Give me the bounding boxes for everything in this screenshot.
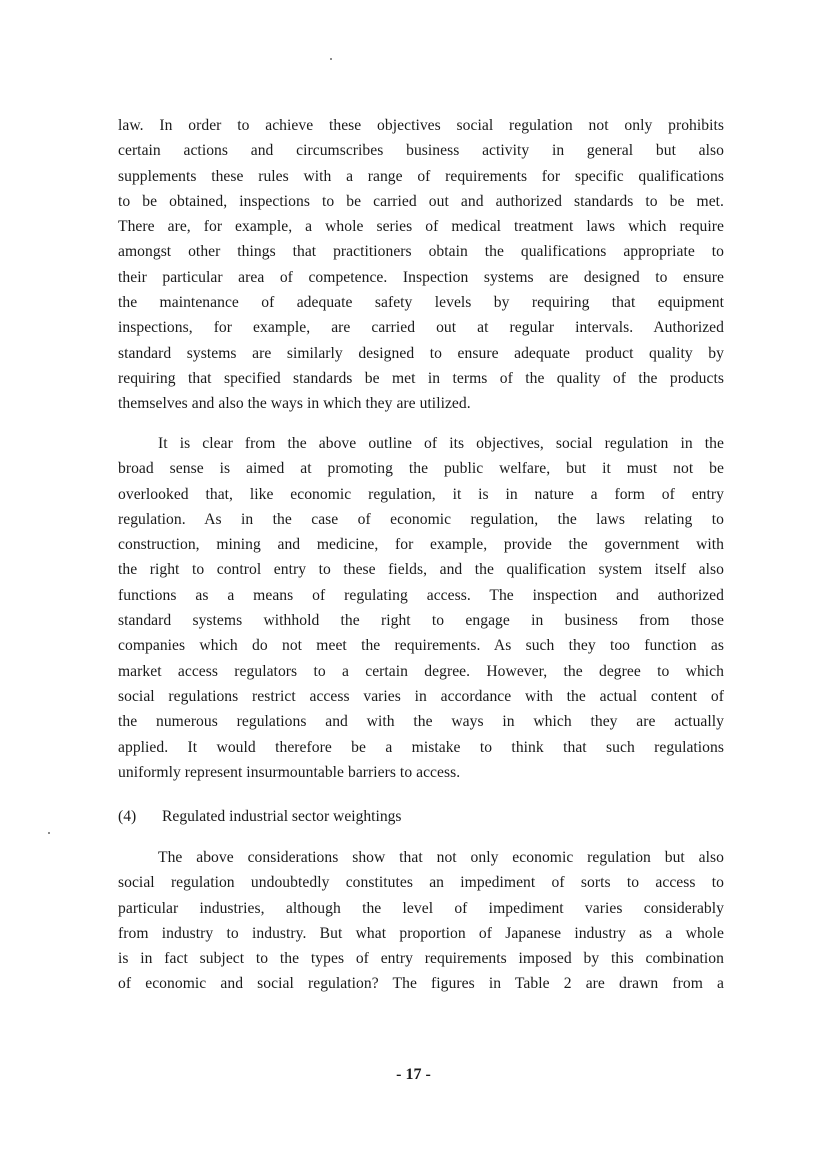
page-number: - 17 - <box>396 1066 431 1083</box>
text-line: requiring that specified standards be met in terms of the quality of the products <box>118 369 724 387</box>
text-line: construction, mining and medicine, for example, provide the government with <box>118 536 724 554</box>
text-line: functions as a means of regulating access. The inspection and authorized <box>118 586 724 604</box>
text-line: inspections, for example, are carried out at regular intervals. Authorized <box>118 319 724 337</box>
paragraph-3 <box>118 845 724 997</box>
section-title: Regulated industrial sector weightings <box>162 808 402 825</box>
text-line: is in fact subject to the types of entry requirements imposed by this combination <box>118 950 724 968</box>
scan-speck <box>48 832 50 834</box>
text-line: their particular area of competence. Inspection systems are designed to ensure <box>118 268 724 286</box>
text-line: regulation. As in the case of economic regulation, the laws relating to <box>118 510 724 528</box>
text-line: broad sense is aimed at promoting the public welfare, but it must not be <box>118 460 724 478</box>
text-line: social regulation undoubtedly constitutes an impediment of sorts to access to <box>118 874 724 892</box>
text-line: particular industries, although the level of impediment varies considerably <box>118 899 724 917</box>
section-number: (4) <box>118 808 137 825</box>
text-line: supplements these rules with a range of requirements for specific qualifications <box>118 167 724 185</box>
text-line: from industry to industry. But what proportion of Japanese industry as a whole <box>118 924 724 942</box>
text-line: market access regulators to a certain degree. However, the degree to which <box>118 662 724 680</box>
text-line: companies which do not meet the requirements. As such they too function as <box>118 637 724 655</box>
scan-speck <box>330 58 332 60</box>
text-line: standard systems withhold the right to engage in business from those <box>118 612 724 630</box>
text-line: amongst other things that practitioners obtain the qualifications appropriate to <box>118 243 724 261</box>
text-line: the maintenance of adequate safety levels by requiring that equipment <box>118 294 724 312</box>
text-line: the right to control entry to these fields, and the qualification system itself also <box>118 561 724 579</box>
text-line: to be obtained, inspections to be carried out and authorized standards to be met. <box>118 192 724 210</box>
text-line: overlooked that, like economic regulation, it is in nature a form of entry <box>118 485 724 503</box>
text-line: social regulations restrict access varies in accordance with the actual content of <box>118 687 724 705</box>
paragraph-1 <box>118 113 724 417</box>
text-line: uniformly represent insurmountable barriers to access. <box>118 763 461 781</box>
text-line: The above considerations show that not only economic regulation but also <box>158 849 724 866</box>
paragraph-2 <box>118 431 724 785</box>
section-heading <box>118 804 402 829</box>
text-line: certain actions and circumscribes business activity in general but also <box>118 142 724 160</box>
text-line: law. In order to achieve these objectives social regulation not only prohibits <box>118 117 724 134</box>
text-line: It is clear from the above outline of its objectives, social regulation in the <box>158 435 724 452</box>
text-line: themselves and also the ways in which they are utilized. <box>118 395 471 413</box>
text-line: There are, for example, a whole series of medical treatment laws which require <box>118 218 724 236</box>
text-line: of economic and social regulation? The figures in Table 2 are drawn from a <box>118 975 724 993</box>
text-line: standard systems are similarly designed to ensure adequate product quality by <box>118 344 724 362</box>
text-line: the numerous regulations and with the ways in which they are actually <box>118 713 724 731</box>
text-line: applied. It would therefore be a mistake to think that such regulations <box>118 738 724 756</box>
